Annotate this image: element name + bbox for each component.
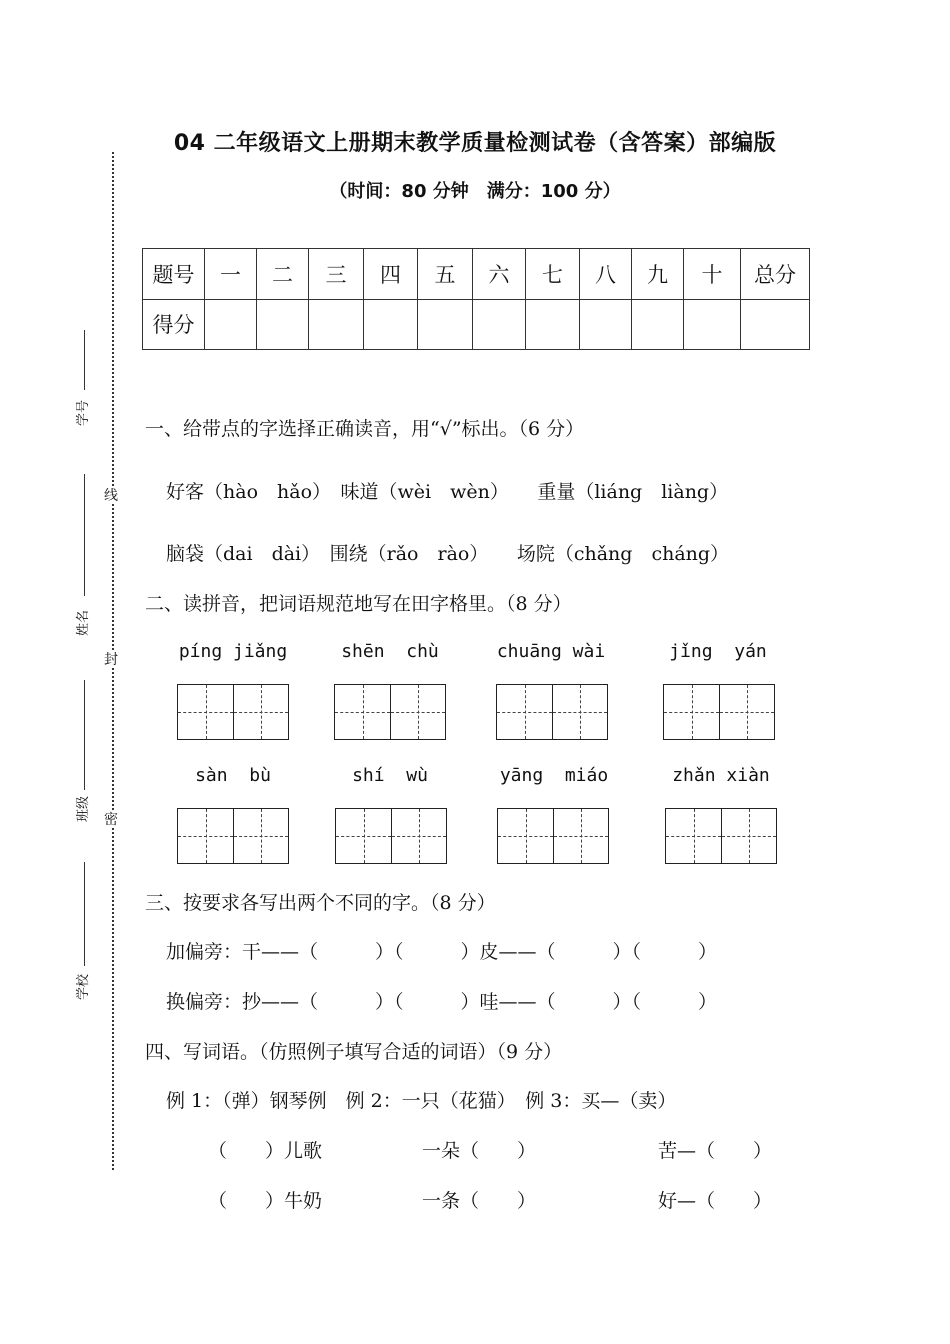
pinyin-label: chuāng wài xyxy=(496,641,606,662)
tianzige-box[interactable] xyxy=(663,684,775,740)
score-cell[interactable] xyxy=(257,299,309,350)
section4-blank[interactable]: 一条（ ） xyxy=(422,1190,537,1212)
pinyin-label: píng jiǎng xyxy=(178,641,288,662)
section4-blank[interactable]: 好—（ ） xyxy=(658,1190,773,1212)
pinyin-label: zhǎn xiàn xyxy=(672,765,770,786)
tianzige-cell[interactable] xyxy=(497,685,552,739)
header-cell: 二 xyxy=(257,249,309,300)
student-id-label: 学号 xyxy=(76,399,91,426)
section4-blank[interactable]: 一朵（ ） xyxy=(422,1140,537,1162)
tianzige-cell[interactable] xyxy=(498,809,553,863)
name-line[interactable] xyxy=(84,474,85,596)
header-cell: 四 xyxy=(364,249,418,300)
tianzige-cell[interactable] xyxy=(664,685,719,739)
tianzige-cell[interactable] xyxy=(552,685,607,739)
score-cell[interactable] xyxy=(632,299,684,350)
section3-line1[interactable]: 加偏旁：干——（ ）（ ）皮——（ ）（ ） xyxy=(166,941,718,963)
score-cell[interactable] xyxy=(526,299,580,350)
pinyin-label: shēn chù xyxy=(341,641,439,662)
tianzige-box[interactable] xyxy=(497,808,609,864)
header-cell: 七 xyxy=(526,249,580,300)
section1-heading: 一、给带点的字选择正确读音，用“√”标出。（6 分） xyxy=(145,418,585,440)
tianzige-cell[interactable] xyxy=(553,809,608,863)
score-cell[interactable] xyxy=(418,299,473,350)
header-cell: 八 xyxy=(580,249,632,300)
header-cell: 题号 xyxy=(143,249,205,300)
header-cell: 十 xyxy=(684,249,741,300)
score-table xyxy=(142,248,810,350)
tianzige-box[interactable] xyxy=(177,808,289,864)
tianzige-cell[interactable] xyxy=(390,685,445,739)
class-label: 班级 xyxy=(76,795,91,822)
pinyin-label: jǐng yán xyxy=(669,641,767,662)
tianzige-cell[interactable] xyxy=(233,809,288,863)
student-id-line[interactable] xyxy=(84,330,85,390)
tianzige-box[interactable] xyxy=(665,808,777,864)
score-cell[interactable] xyxy=(205,299,257,350)
pinyin-label: yāng miáo xyxy=(499,765,609,786)
binding-char-xian: 线 xyxy=(104,488,118,504)
section4-example: 例 1：（弹）钢琴例 例 2：一只（花猫） 例 3：买—（卖） xyxy=(166,1090,677,1112)
section4-blank[interactable]: 苦—（ ） xyxy=(658,1140,773,1162)
tianzige-cell[interactable] xyxy=(666,809,721,863)
section1-line1[interactable]: 好客（hào hǎo） 味道（wèi wèn） 重量（liáng liàng） xyxy=(166,481,729,503)
tianzige-cell[interactable] xyxy=(178,685,233,739)
tianzige-cell[interactable] xyxy=(391,809,446,863)
tianzige-box[interactable] xyxy=(177,684,289,740)
pinyin-label: shí wù xyxy=(352,765,428,786)
tianzige-cell[interactable] xyxy=(719,685,774,739)
section3-line2[interactable]: 换偏旁：抄——（ ）（ ）哇——（ ）（ ） xyxy=(166,991,718,1013)
score-row-label: 得分 xyxy=(143,299,205,350)
tianzige-cell[interactable] xyxy=(336,809,391,863)
header-cell: 三 xyxy=(309,249,364,300)
section3-heading: 三、按要求各写出两个不同的字。（8 分） xyxy=(145,892,496,914)
header-cell: 六 xyxy=(473,249,526,300)
binding-char-feng: 封 xyxy=(104,652,118,668)
score-cell[interactable] xyxy=(741,299,810,350)
score-cell[interactable] xyxy=(364,299,418,350)
section2-heading: 二、读拼音，把词语规范地写在田字格里。（8 分） xyxy=(145,593,572,615)
section1-line2[interactable]: 脑袋（dai dài） 围绕（rǎo rào） 场院（chǎng cháng） xyxy=(166,543,730,565)
class-line[interactable] xyxy=(84,680,85,790)
school-line[interactable] xyxy=(84,862,85,966)
tianzige-cell[interactable] xyxy=(335,685,390,739)
tianzige-cell[interactable] xyxy=(178,809,233,863)
section4-blank[interactable]: （ ）牛奶 xyxy=(208,1190,323,1212)
score-table-score-row xyxy=(143,299,810,350)
binding-char-mi: 密 xyxy=(104,812,118,828)
score-cell[interactable] xyxy=(473,299,526,350)
name-label: 姓名 xyxy=(76,609,91,636)
page-title: 04 二年级语文上册期末教学质量检测试卷（含答案）部编版 xyxy=(173,131,777,156)
tianzige-cell[interactable] xyxy=(233,685,288,739)
page-subtitle: （时间：80 分钟 满分：100 分） xyxy=(329,181,621,202)
tianzige-box[interactable] xyxy=(496,684,608,740)
score-cell[interactable] xyxy=(309,299,364,350)
section4-heading: 四、写词语。（仿照例子填写合适的词语）（9 分） xyxy=(145,1041,563,1063)
header-cell: 九 xyxy=(632,249,684,300)
tianzige-box[interactable] xyxy=(335,808,447,864)
pinyin-label: sàn bù xyxy=(195,765,271,786)
tianzige-box[interactable] xyxy=(334,684,446,740)
tianzige-cell[interactable] xyxy=(721,809,776,863)
header-cell: 一 xyxy=(205,249,257,300)
header-cell: 总分 xyxy=(741,249,810,300)
score-table-header-row xyxy=(143,249,810,300)
school-label: 学校 xyxy=(76,973,91,1000)
section4-blank[interactable]: （ ）儿歌 xyxy=(208,1140,323,1162)
score-cell[interactable] xyxy=(580,299,632,350)
header-cell: 五 xyxy=(418,249,473,300)
score-cell[interactable] xyxy=(684,299,741,350)
